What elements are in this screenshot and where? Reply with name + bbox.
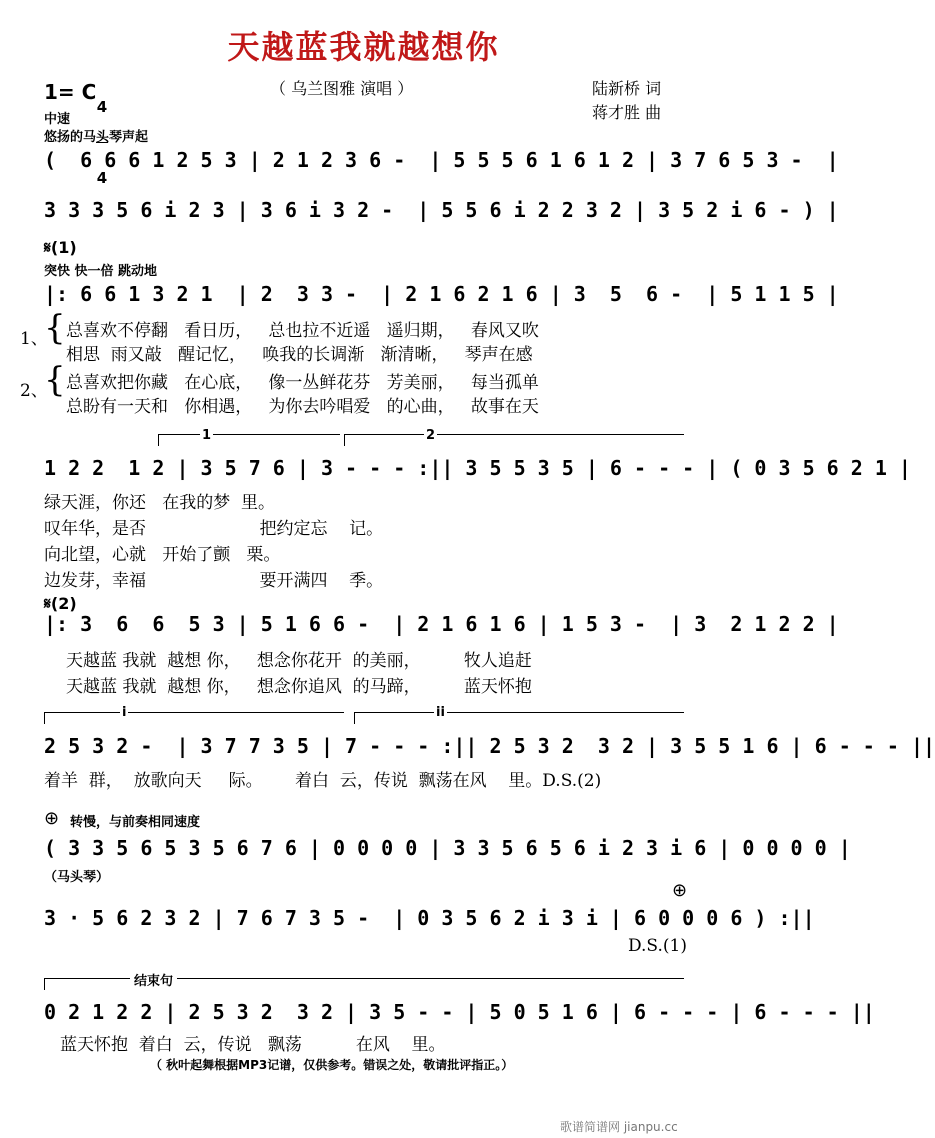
time-top: 4 — [96, 98, 108, 116]
volta-1-tick — [158, 434, 159, 446]
volta-ii-tick — [354, 712, 355, 724]
volta-2-label: 2 — [426, 428, 436, 443]
chorus-lyric-2: 天越蓝 我就 越想 你， 想念你追风 的马蹄， 蓝天怀抱 — [66, 677, 532, 697]
intro-direction: 悠扬的马头琴声起 — [44, 130, 149, 145]
tempo-marking: 中速 — [44, 112, 71, 127]
coda-direction: 转慢，与前奏相同速度 — [70, 815, 201, 830]
notation-row-chorus-end: 2 5 3 2 - | 3 7 7 3 5 | 7 - - - :|| 2 5 3 2 3 2 | 3 5 5 1 6 | 6 - - - || — [44, 734, 935, 758]
notation-row-intro-1: ( 6 6 6 1 2 5 3 | 2 1 2 3 6 - | 5 5 5 6 1 6 1 2 | 3 7 6 5 3 - | — [44, 148, 839, 172]
ds1-label: D.S.(1) — [628, 936, 687, 956]
verse2-brace: { — [44, 360, 66, 400]
notation-row-final: 0 2 1 2 2 | 2 5 3 2 3 2 | 3 5 - - | 5 0 5 1 6 | 6 - - - | 6 - - - || — [44, 1000, 875, 1024]
ending-lyric-3: 向北望，心就 开始了颤 栗。 — [44, 545, 281, 565]
volta-i-line — [44, 712, 344, 713]
chorus-end-lyric: 着羊 群， 放歌向天 际。 着白 云，传说 飘荡在风 里。D.S.(2) — [44, 771, 602, 791]
ending-lyric-1: 绿天涯，你还 在我的梦 里。 — [44, 493, 276, 513]
performer-subtitle: （ 乌兰图雅 演唱 ） — [270, 79, 414, 98]
composer-credit: 蒋才胜 曲 — [592, 103, 662, 122]
lyricist-credit: 陆新桥 词 — [592, 79, 662, 98]
watermark: 歌谱简谱网 jianpu.cc — [560, 1120, 678, 1134]
notation-row-intro-2: 3 3 3 5 6 i 2 3 | 3 6 i 3 2 - | 5 5 6 i 2 2 3 2 | 3 5 2 i 6 - ) | — [44, 198, 839, 222]
notation-row-chorus: |: 3 6 6 5 3 | 5 1 6 6 - | 2 1 6 1 6 | 1 5 3 - | 3 2 1 2 2 | — [44, 612, 839, 636]
song-title: 天越蓝我就越想你 — [227, 28, 500, 66]
ending-lyric-4: 边发芽，幸福 要开满四 季。 — [44, 571, 384, 591]
volta-2-line — [344, 434, 684, 435]
ending-bracket-tick — [44, 978, 45, 990]
instrument-label: （马头琴） — [44, 870, 110, 885]
transcriber-note: （ 秋叶起舞根据MP3记谱，仅供参考。错误之处，敬请批评指正。） — [150, 1058, 514, 1072]
coda-icon: ⊕ — [44, 808, 60, 829]
final-lyric: 蓝天怀抱 着白 云，传说 飘荡 在风 里。 — [60, 1035, 446, 1055]
volta-1-line — [158, 434, 340, 435]
chorus-lyric-1: 天越蓝 我就 越想 你， 想念你花开 的美丽， 牧人追赶 — [66, 651, 532, 671]
volta-i-tick — [44, 712, 45, 724]
verse2-lyric-a: 总喜欢把你藏 在心底， 像一丛鲜花芬 芳美丽， 每当孤单 — [66, 373, 539, 393]
ending-label: 结束句 — [130, 970, 177, 989]
segno-2-mark: 𝄋(2) — [44, 594, 77, 613]
notation-row-verse: |: 6 6 1 3 2 1 | 2 3 3 - | 2 1 6 2 1 6 | 3 5 6 - | 5 1 1 5 | — [44, 282, 839, 306]
verse1-label: 1、 — [20, 329, 48, 349]
volta-2-tick — [344, 434, 345, 446]
volta-i-label: i — [122, 705, 127, 720]
notation-row-interlude-2: 3 · 5 6 2 3 2 | 7 6 7 3 5 - | 0 3 5 6 2 i 3 i | 6 0 0 0 6 ) :|| — [44, 906, 815, 930]
volta-ii-label: ii — [436, 705, 445, 720]
volta-ii-line — [354, 712, 684, 713]
notation-row-interlude-1: ( 3 3 5 6 5 3 5 6 7 6 | 0 0 0 0 | 3 3 5 6 5 6 i 2 3 i 6 | 0 0 0 0 | — [44, 836, 851, 860]
verse2-label: 2、 — [20, 381, 48, 401]
volta-1-label: 1 — [202, 428, 212, 443]
ending-lyric-2: 叹年华，是否 把约定忘 记。 — [44, 519, 384, 539]
verse1-lyric-b: 相思 雨又敲 醒记忆， 唤我的长调渐 渐清晰， 琴声在感 — [66, 345, 533, 365]
segno-1-mark: 𝄋(1) — [44, 238, 77, 257]
notation-row-ending: 1 2 2 1 2 | 3 5 7 6 | 3 - - - :|| 3 5 5 3 5 | 6 - - - | ( 0 3 5 6 2 1 | — [44, 456, 911, 480]
verse1-lyric-a: 总喜欢不停翻 看日历， 总也拉不近遥 遥归期， 春风又吹 — [66, 321, 539, 341]
section1-direction: 突快 快一倍 跳动地 — [44, 264, 158, 279]
verse1-brace: { — [44, 308, 66, 348]
key-signature: 1= C — [44, 80, 97, 104]
coda-end-icon: ⊕ — [672, 880, 688, 901]
time-bottom: 4 — [96, 169, 108, 187]
verse2-lyric-b: 总盼有一天和 你相遇， 为你去吟唱爱 的心曲， 故事在天 — [66, 397, 539, 417]
